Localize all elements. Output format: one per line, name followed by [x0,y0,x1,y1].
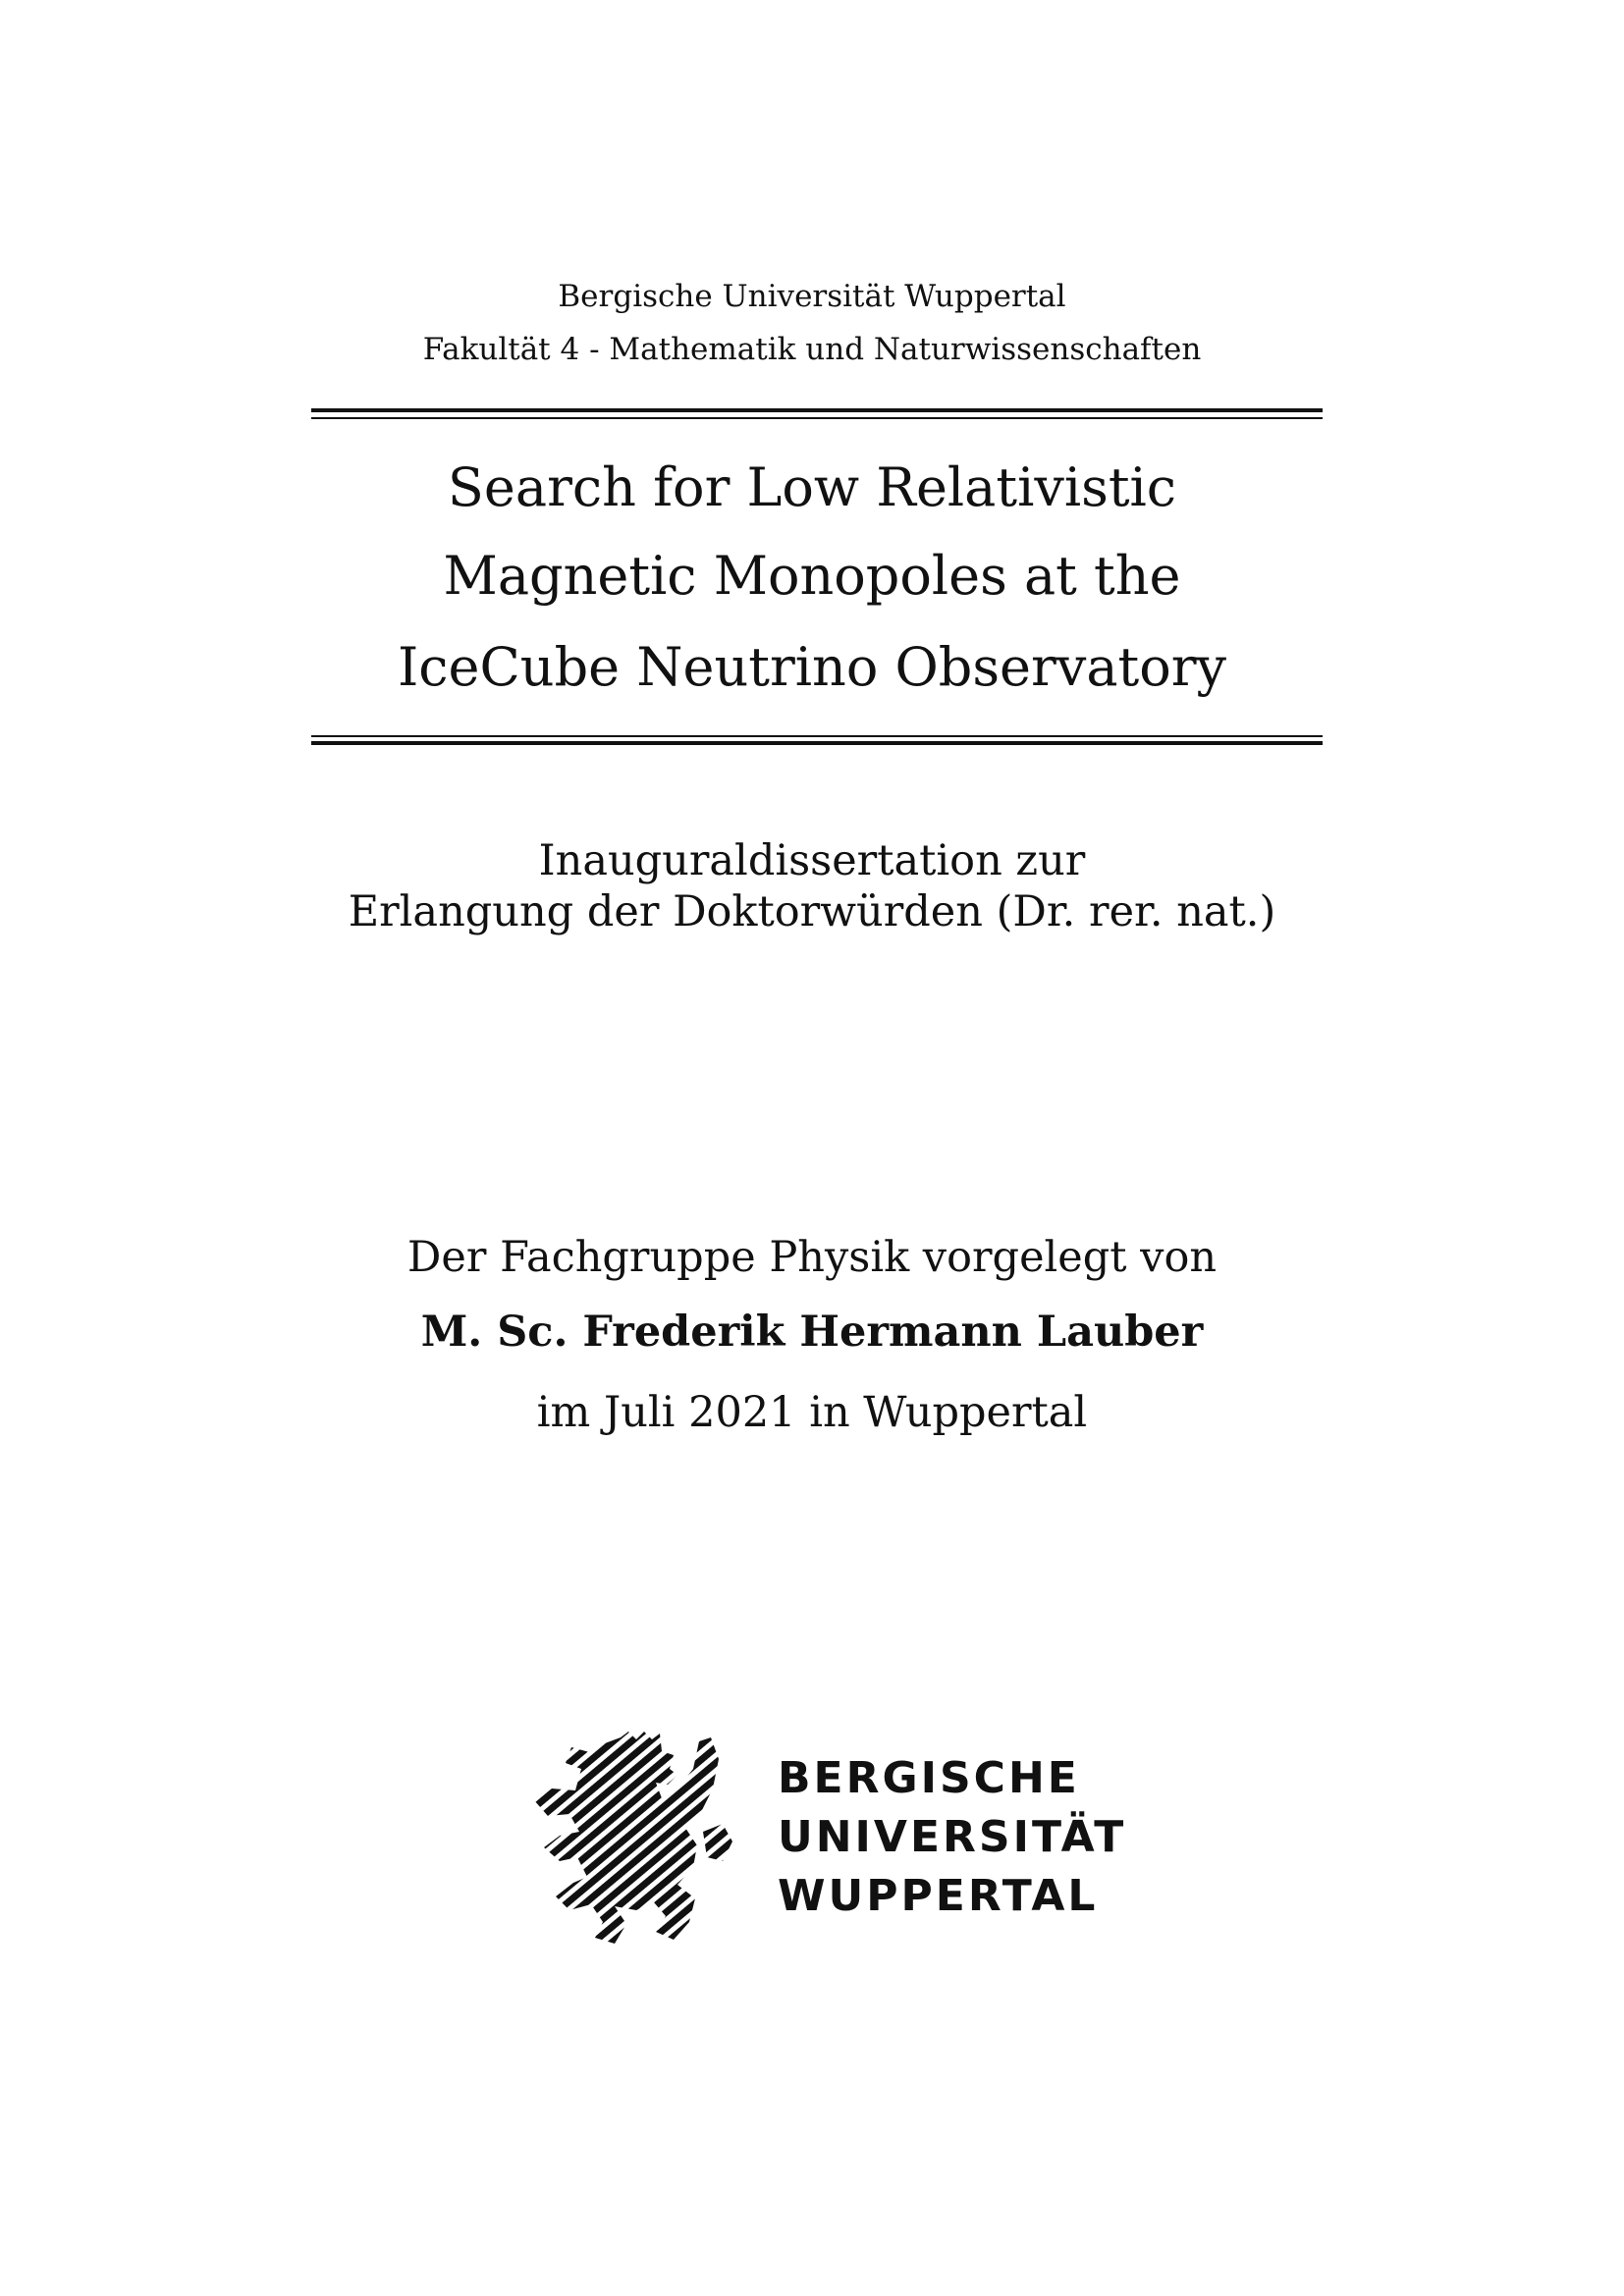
submission-intro: Der Fachgruppe Physik vorgelegt von [406,1233,1218,1282]
bottom-rule-thick [311,741,1323,745]
dissertation-type-line-1: Inauguraldissertation zur [538,836,1086,885]
university-name: Bergische Universität Wuppertal [558,279,1066,314]
date-place: im Juli 2021 in Wuppertal [536,1388,1088,1437]
top-rule-thick [311,408,1323,412]
university-logo [530,1730,1127,1946]
dissertation-type-line-2: Erlangung der Doktorwürden (Dr. rer. nat.) [348,887,1276,936]
bottom-rule-thin [311,735,1323,737]
logo-wordmark [778,1749,1126,1926]
author-name: M. Sc. Frederik Hermann Lauber [420,1308,1204,1357]
logo-line-1: BERGISCHE [778,1753,1080,1803]
top-rule-thin [311,417,1323,419]
faculty-name: Fakultät 4 - Mathematik und Naturwissenschaften [422,332,1202,367]
thesis-title-line-2: Magnetic Monopoles at the [443,545,1181,607]
thesis-title-line-1: Search for Low Relativistic [447,456,1177,518]
logo-line-3: WUPPERTAL [778,1871,1099,1921]
thesis-title-line-3: IceCube Neutrino Observatory [397,636,1227,698]
lion-crest-icon [530,1730,736,1946]
logo-line-2: UNIVERSITÄT [778,1812,1127,1862]
